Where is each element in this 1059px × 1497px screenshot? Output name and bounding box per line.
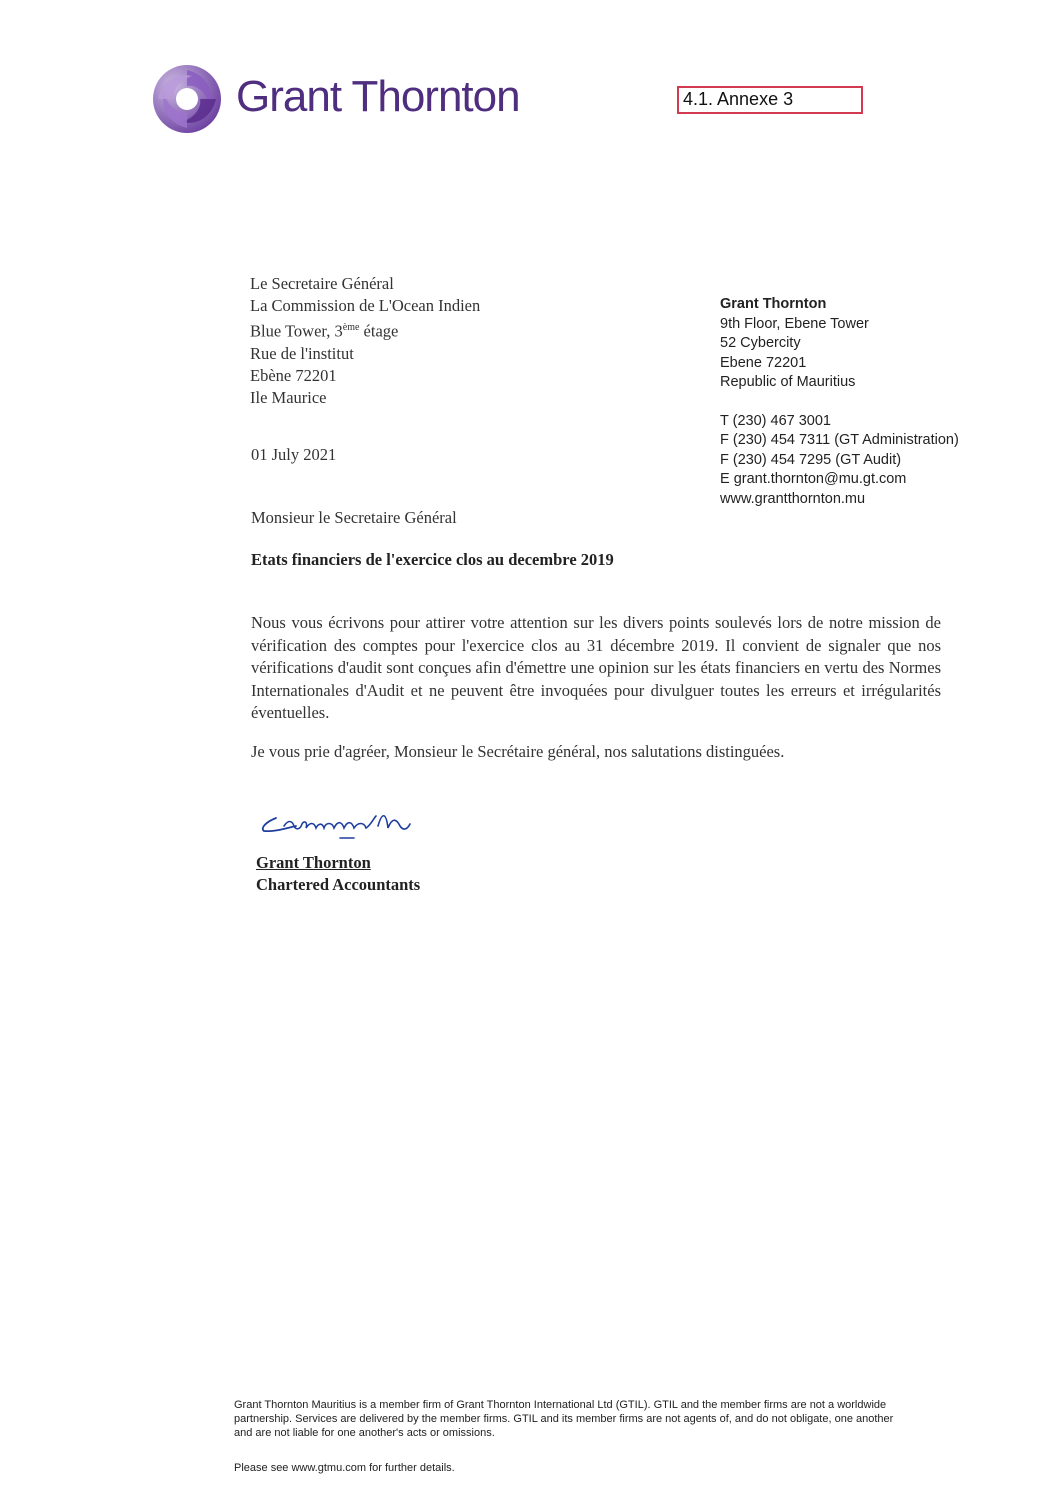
recipient-line: Ile Maurice xyxy=(250,387,327,407)
sender-phone: T (230) 467 3001 xyxy=(720,412,831,429)
recipient-line: Rue de l'institut xyxy=(250,343,354,363)
recipient-line: La Commission de L'Ocean Indien xyxy=(250,296,481,315)
sender-address-line: Ebene 72201 xyxy=(720,354,807,371)
sender-address-line: 9th Floor, Ebene Tower xyxy=(720,315,869,332)
sender-fax: F (230) 454 7311 (GT Administration) xyxy=(720,432,959,448)
grant-thornton-swirl-icon xyxy=(152,64,222,134)
letter-body: Nous vous écrivons pour attirer votre attention sur les divers points soulevés lors de notre mission de vérification des comptes pour l'exercice clos au 31 décembre 2019. Il convient de signaler que nos vérifications d'audit sont conçues afin d'émettre une opinion sur les états financiers en vertu des Normes Internationales d'Audit et ne peuvent être invoquées pour divulguer toutes les erreurs et irrégularités éventuelles. xyxy=(251,613,941,722)
sender-address-line: Republic of Mauritius xyxy=(720,374,856,390)
signatory-role: Chartered Accountants xyxy=(256,875,421,894)
sender-website: www.grantthornton.mu xyxy=(720,490,866,507)
company-logo-text: Grant Thornton xyxy=(236,72,520,121)
sender-address-line: 52 Cybercity xyxy=(720,335,801,351)
letter-subject: Etats financiers de l'exercice clos au decembre 2019 xyxy=(251,550,614,569)
footer-note: Please see www.gtmu.com for further details. xyxy=(234,1462,455,1474)
handwritten-signature xyxy=(254,804,414,846)
sender-fax: F (230) 454 7295 (GT Audit) xyxy=(720,451,902,468)
recipient-line: Ebène 72201 xyxy=(250,365,337,385)
signatory-firm: Grant Thornton xyxy=(256,853,371,872)
recipient-address xyxy=(250,273,480,409)
annex-label: 4.1. Annexe 3 xyxy=(677,86,863,114)
letter-closing: Je vous prie d'agréer, Monsieur le Secrétaire général, nos salutations distinguées. xyxy=(251,742,785,761)
salutation: Monsieur le Secretaire Général xyxy=(251,508,457,527)
recipient-line: Le Secretaire Général xyxy=(250,274,394,293)
sender-contact-block xyxy=(720,295,959,509)
sender-email: E grant.thornton@mu.gt.com xyxy=(720,471,907,487)
recipient-line: Blue Tower, 3ème étage xyxy=(250,321,399,341)
sender-name: Grant Thornton xyxy=(720,296,827,312)
footer-disclaimer: Grant Thornton Mauritius is a member firm of Grant Thornton International Ltd (GTIL). GTIL and the member firms are not a worldwide partnership. Services are delivered by the member firms. GTIL and its member firms are not agents of, and do not obligate, one another and are not liable for one another's acts or omissions. xyxy=(234,1399,894,1439)
letter-date: 01 July 2021 xyxy=(251,445,337,464)
